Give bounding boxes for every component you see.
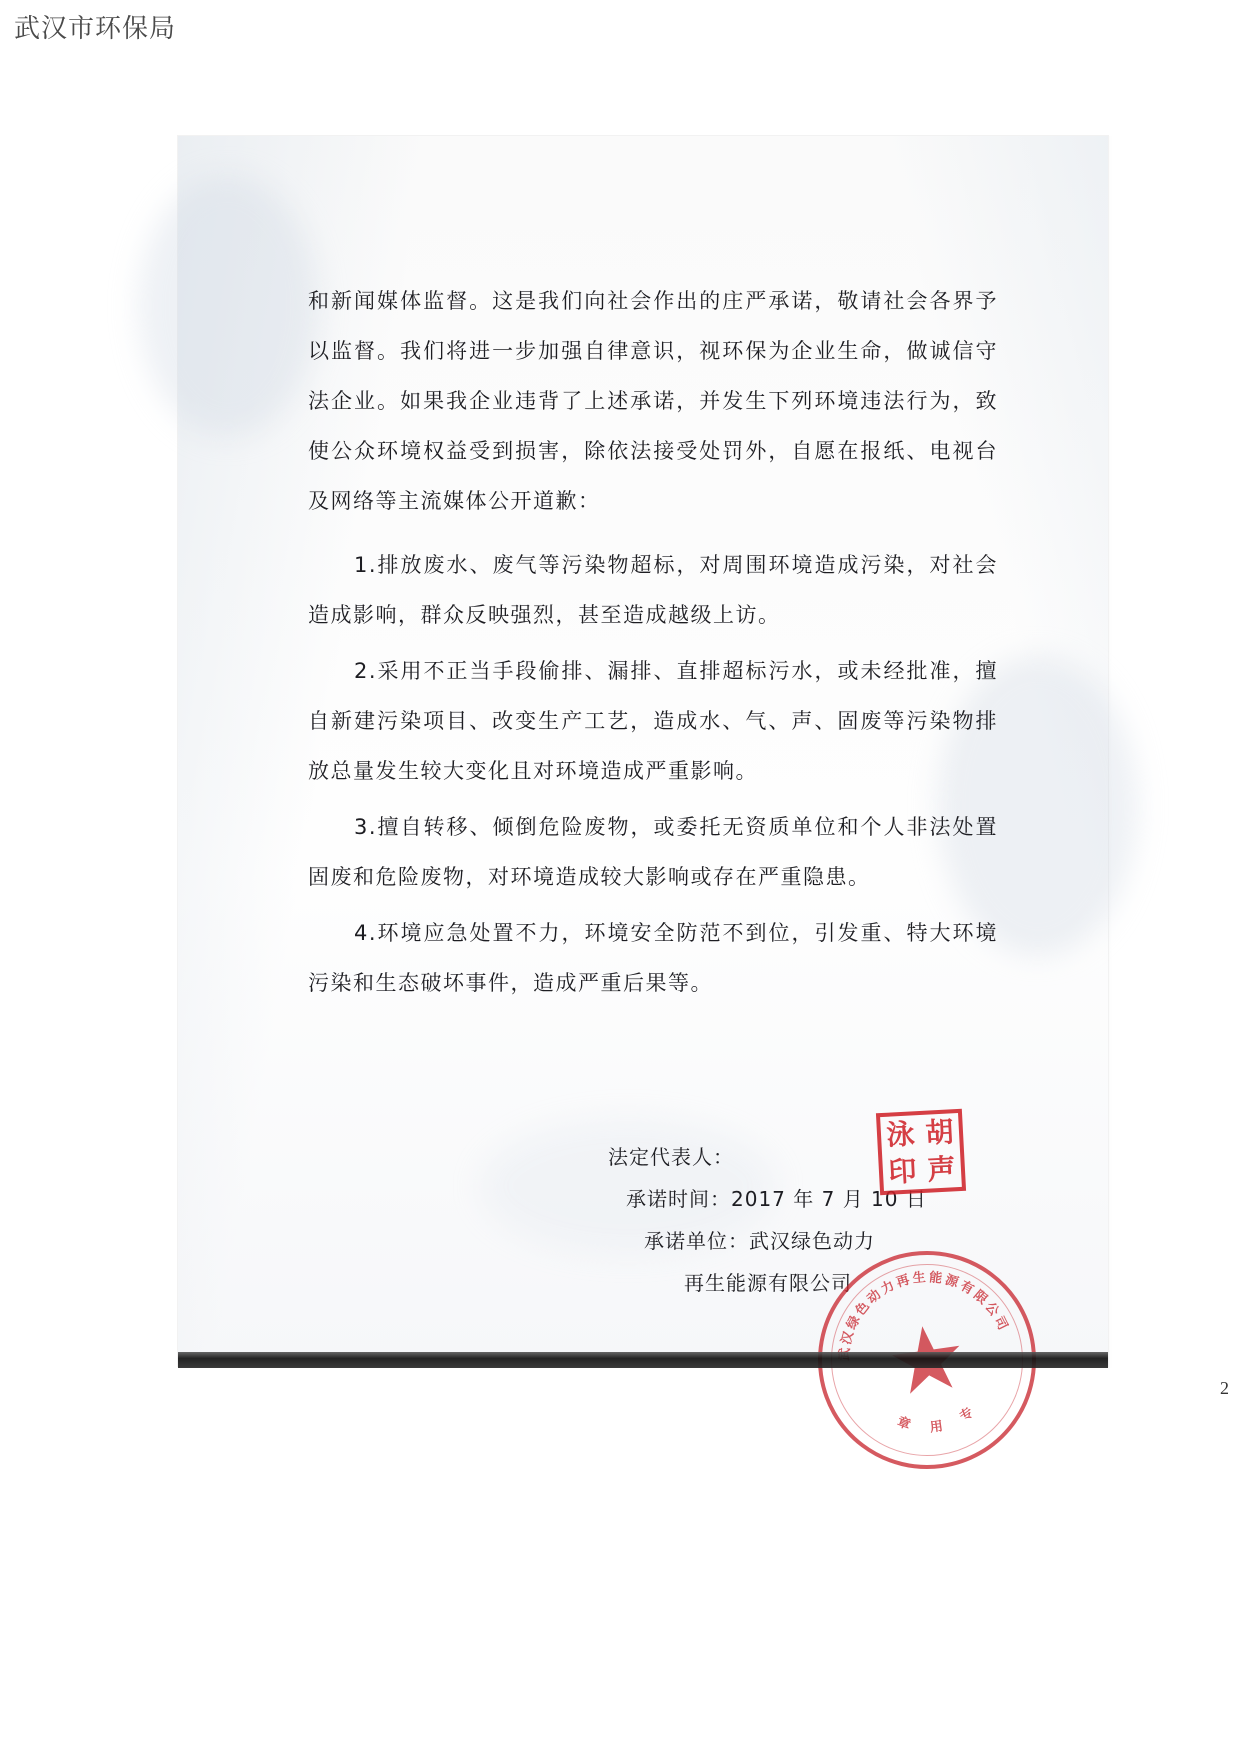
seal-char-3: 印 [887, 1153, 918, 1189]
promise-unit-label: 承诺单位： [644, 1229, 749, 1253]
paragraph-item-2: 2.采用不正当手段偷排、漏排、直排超标污水，或未经批准，擅自新建污染项目、改变生产工艺，造成水、气、声、固废等污染物排放总量发生较大变化且对环境造成严重影响。 [308, 659, 998, 783]
paragraph-intro: 和新闻媒体监督。这是我们向社会作出的庄严承诺，敬请社会各界予以监督。我们将进一步加强自律意识，视环保为企业生命，做诚信守法企业。如果我企业违背了上述承诺，并发生下列环境违法行为，致使公众环境权益受到损害，除依法接受处罚外，自愿在报纸、电视台及网络等主流媒体公开道歉： [308, 289, 998, 513]
seal-char-1: 泳 [885, 1116, 916, 1152]
promise-date-value: 2017 年 7 月 10 日 [731, 1187, 927, 1211]
company-seal-top-text: 汉 绿 色 动 力 再 生 能 源 有 限 公 司 [839, 1270, 1011, 1347]
promise-unit-line2: 再生能源有限公司 [684, 1271, 852, 1295]
page-number: 2 [1220, 1378, 1229, 1398]
promise-date-label: 承诺时间： [626, 1187, 731, 1211]
seal-char-4: 声 [926, 1151, 957, 1187]
scan-edge-bottom [178, 1352, 1108, 1368]
seal-char-2: 胡 [924, 1114, 955, 1150]
promise-date [608, 1178, 1068, 1220]
paragraph-item-1: 1.排放废水、废气等污染物超标，对周围环境造成污染，对社会造成影响，群众反映强烈，甚至造成越级上访。 [308, 553, 998, 627]
paragraph-item-3: 3.擅自转移、倾倒危险废物，或委托无资质单位和个人非法处置固废和危险废物，对环境造成较大影响或存在严重隐患。 [308, 815, 998, 889]
promise-unit-value: 武汉绿色动力 [749, 1229, 875, 1253]
site-watermark: 武汉市环保局 [14, 14, 177, 44]
paragraph-item-4: 4.环境应急处置不力，环境安全防范不到位，引发重、特大环境污染和生态破坏事件，造成严重后果等。 [308, 921, 998, 995]
company-seal-bottom-text: 专 用 章 [895, 1405, 977, 1436]
legal-representative-label: 法定代表人： [608, 1145, 734, 1169]
document-page [178, 136, 1229, 1436]
paper-blotch [138, 176, 318, 436]
personal-seal-stamp [876, 1109, 966, 1195]
document-body [308, 276, 998, 1014]
scanned-document [0, 56, 1240, 1616]
